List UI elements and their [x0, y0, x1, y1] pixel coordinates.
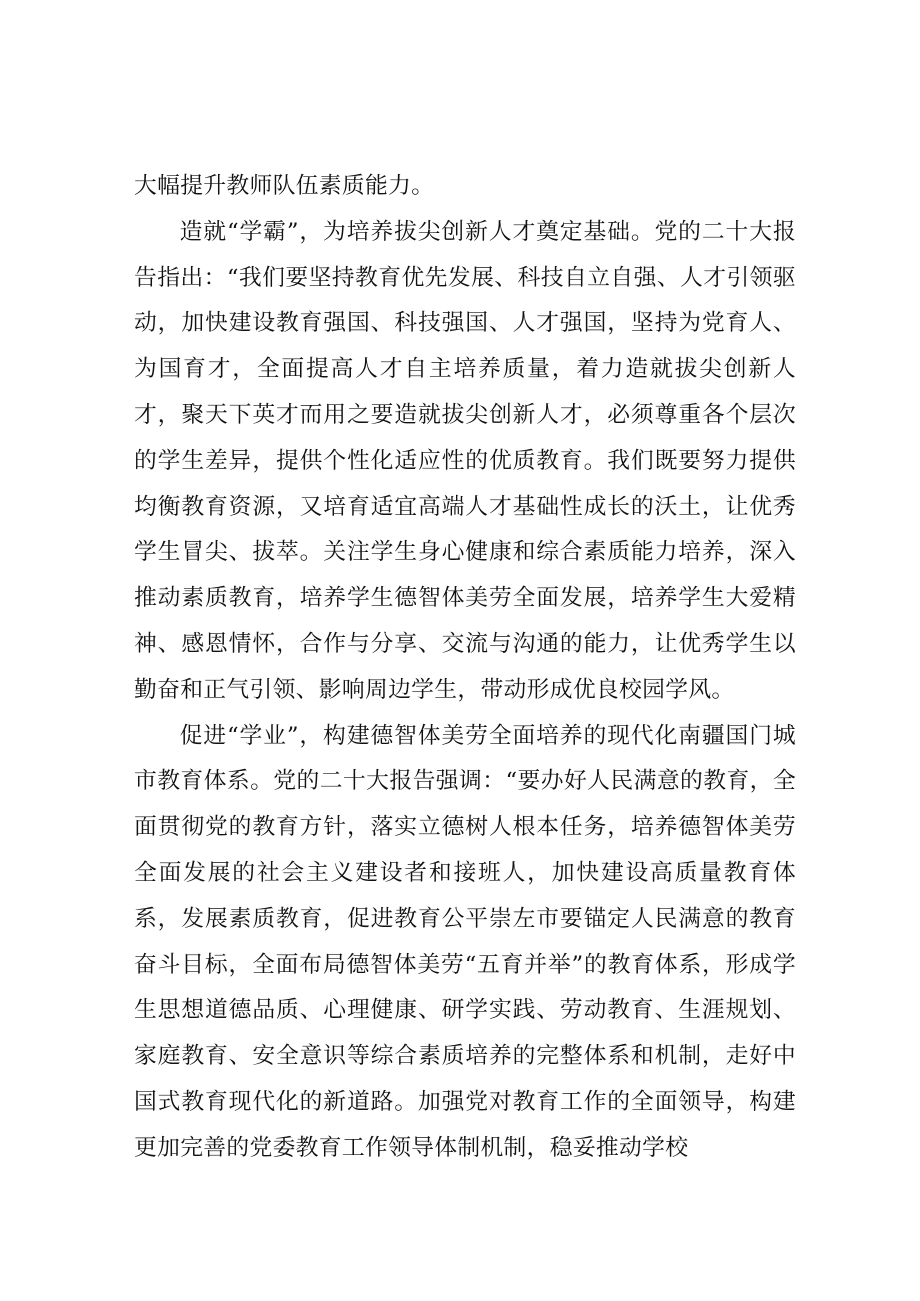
paragraph-3: 促进“学业”，构建德智体美劳全面培养的现代化南疆国门城市教育体系。党的二十大报告强调：“要办好人民满意的教育，全面贯彻党的教育方针，落实立德树人根本任务，培养德智体美劳全面发展的社会主义建设者和接班人，加快建设高质量教育体系，发展素质教育，促进教育公平崇左市要锚定人民满意的教育奋斗目标，全面布局德智体美劳“五育并举”的教育体系，形成学生思想道德品质、心理健康、研学实践、劳动教育、生涯规划、家庭教育、安全意识等综合素质培养的完整体系和机制，走好中国式教育现代化的新道路。加强党对教育工作的全面领导，构建更加完善的党委教育工作领导体制机制，稳妥推动学校: [134, 722, 796, 1161]
paragraph-2: 造就“学霸”，为培养拔尖创新人才奠定基础。党的二十大报告指出：“我们要坚持教育优先发展、科技自立自强、人才引领驱动，加快建设教育强国、科技强国、人才强国，坚持为党育人、为国育才，全面提高人才自主培养质量，着力造就拔尖创新人才，聚天下英才而用之要造就拔尖创新人才，必须尊重各个层次的学生差异，提供个性化适应性的优质教育。我们既要努力提供均衡教育资源，又培育适宜高端人才基础性成长的沃土，让优秀学生冒尖、拔萃。关注学生身心健康和综合素质能力培养，深入推动素质教育，培养学生德智体美劳全面发展，培养学生大爱精神、感恩情怀，合作与分享、交流与沟通的能力，让优秀学生以勤奋和正气引领、影响周边学生，带动形成优良校园学风。: [134, 218, 796, 703]
paragraph-1: 大幅提升教师队伍素质能力。: [134, 173, 435, 199]
document-body: [134, 164, 796, 1172]
